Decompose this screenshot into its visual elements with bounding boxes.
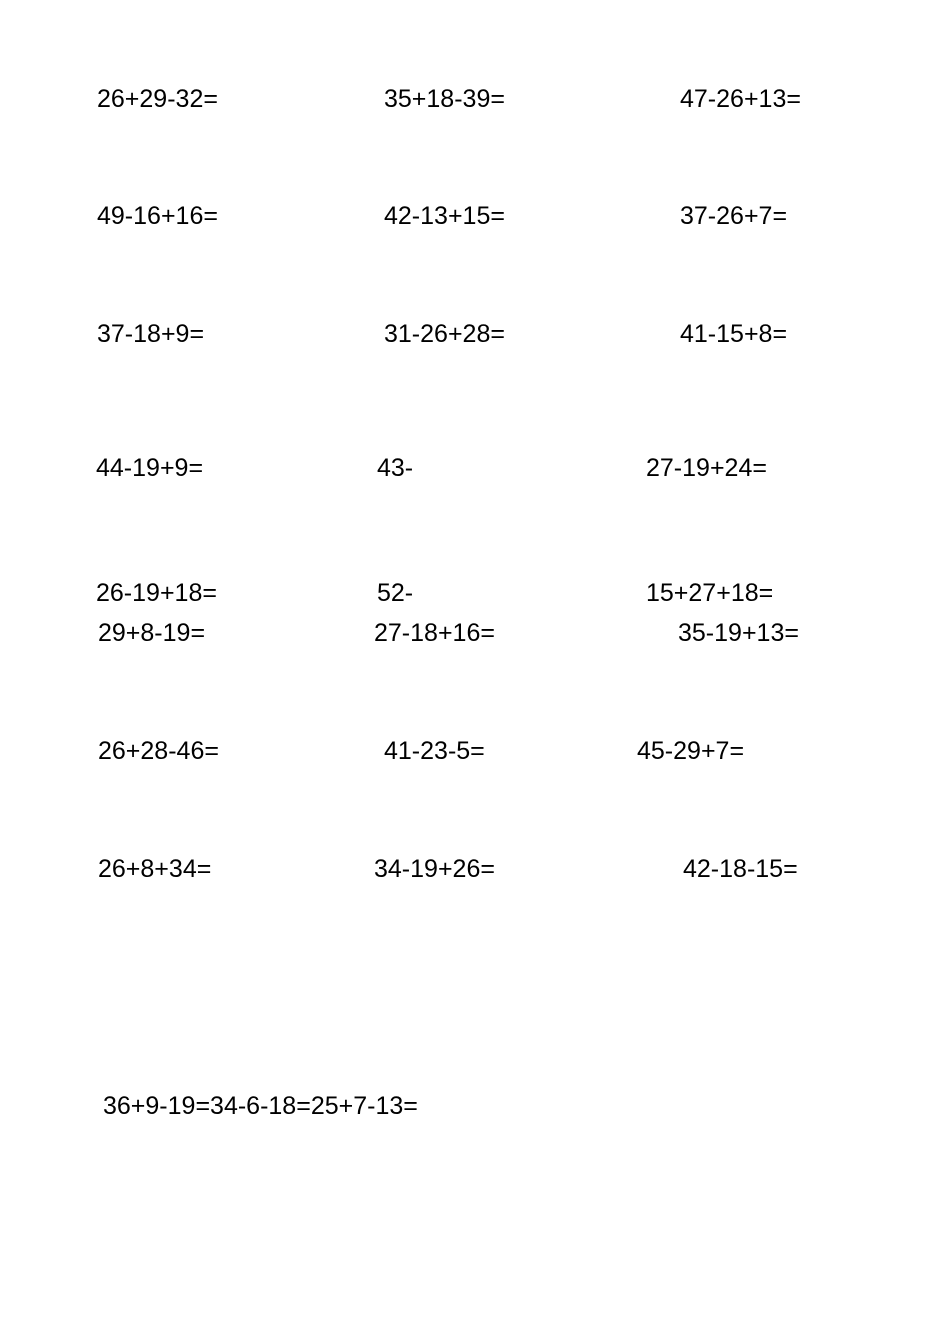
expression: 47-26+13= [680, 85, 801, 113]
expression: 41-23-5= [384, 737, 485, 765]
expression: 45-29+7= [637, 737, 745, 765]
expression: 26+28-46= [98, 737, 219, 765]
expression: 35-19+13= [678, 619, 799, 647]
expression: 26+29-32= [97, 85, 218, 113]
expression: 15+27+18= [646, 579, 774, 607]
expression: 37-26+7= [680, 202, 788, 230]
expression: 26-19+18= [96, 579, 217, 607]
expression: 42-18-15= [683, 855, 798, 883]
expression: 49-16+16= [97, 202, 218, 230]
expression: 29+8-19= [98, 619, 206, 647]
expression: 42-13+15= [384, 202, 505, 230]
expression: 31-26+28= [384, 320, 505, 348]
expression: 27-19+24= [646, 454, 767, 482]
footer-expression-line: 36+9-19=34-6-18=25+7-13= [103, 1092, 418, 1120]
expression: 41-15+8= [680, 320, 788, 348]
expression: 34-19+26= [374, 855, 495, 883]
expression: 52- [377, 579, 414, 607]
expression: 43- [377, 454, 414, 482]
expression: 26+8+34= [98, 855, 212, 883]
expression: 44-19+9= [96, 454, 204, 482]
expression: 37-18+9= [97, 320, 205, 348]
expression: 27-18+16= [374, 619, 495, 647]
expression: 35+18-39= [384, 85, 505, 113]
